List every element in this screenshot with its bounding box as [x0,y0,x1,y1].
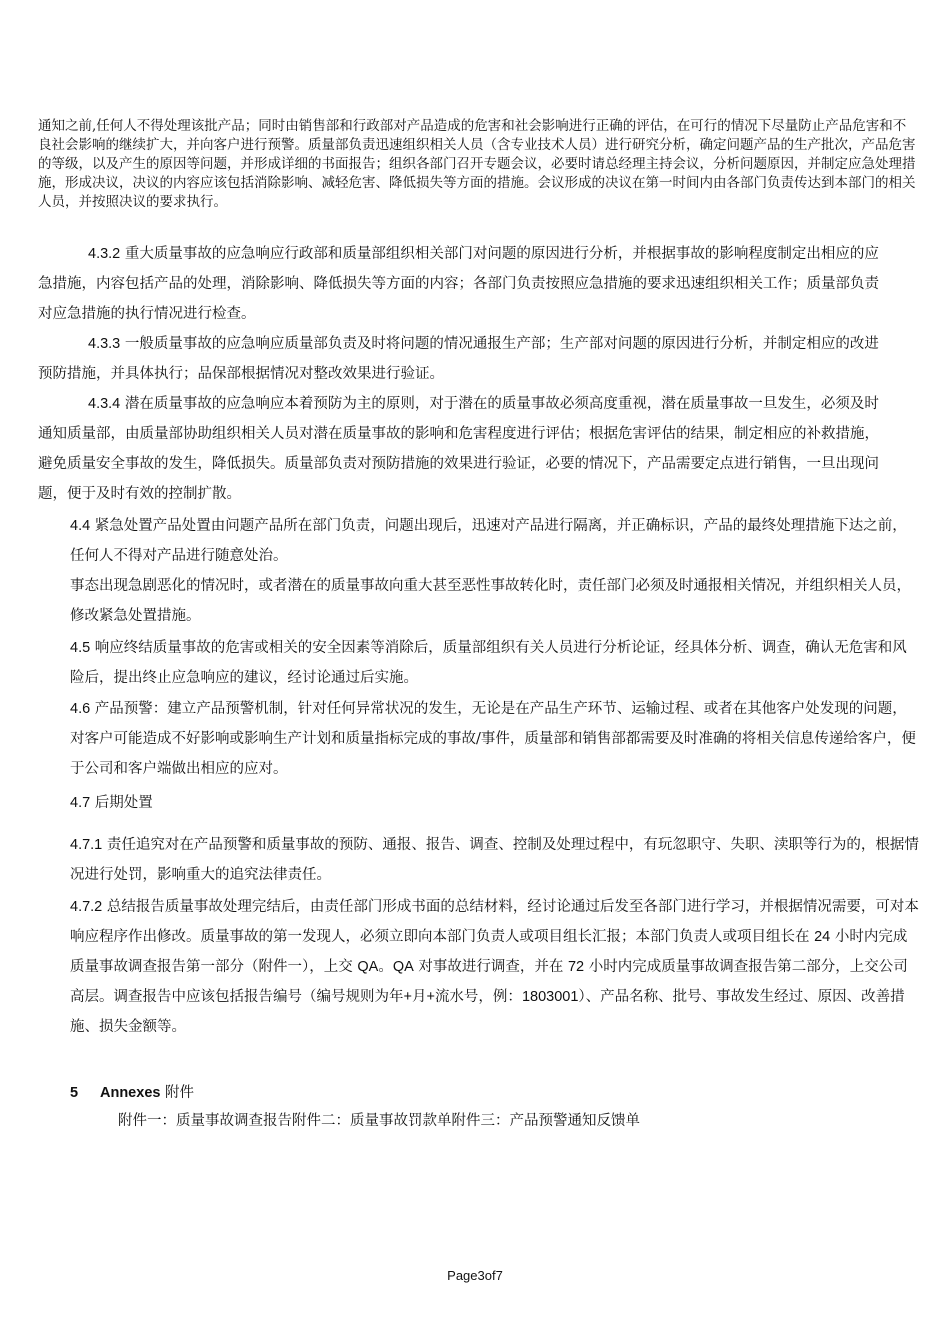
inline-number: 72 [567,959,585,975]
paragraph-text: 责任追究对在产品预警和质量事故的预防、通报、报告、调查、控制及处理过程中，有玩忽职守、失职、渎职等行为的，根据情况进行处罚，影响重大的追究法律责任。 [70,837,919,883]
paragraph-text: 一般质量事故的应急响应质量部负责及时将问题的情况通报生产部；生产部对问题的原因进行分析，并制定相应的改进预防措施，并具体执行；品保部根据情况对整改效果进行验证。 [38,336,879,382]
paragraph-text: 重大质量事故的应急响应行政部和质量部组织相关部门对问题的原因进行分析，并根据事故的影响程度制定出相应的应急措施，内容包括产品的处理，消除影响、降低损失等方面的内容；各部门负责按照应急措施的要求迅速组织相关工作；质量部负责对应急措施的执行情况进行检查。 [38,246,879,322]
paragraph-4-4 [70,511,920,571]
paragraph-text: 流水号，例： [434,989,522,1005]
section-number: 4.3.2 [88,246,121,262]
heading-4-7 [70,788,920,818]
section-title-en: Annexes [100,1085,161,1101]
section-5-heading [70,1081,194,1102]
section-number: 4.7.2 [70,899,103,915]
section-number: 4.5 [70,640,91,656]
paragraph-text: 。 [378,959,393,975]
section-number: 4.3.4 [88,396,121,412]
section-number: 5 [70,1085,79,1101]
paragraph-text: 响应终结质量事故的危害或相关的安全因素等消除后，质量部组织有关人员进行分析论证，经具体分析、调查，确认无危害和风险后，提出终止应急响应的建议，经讨论通过后实施。 [70,640,907,686]
heading-text: 后期处置 [90,795,153,811]
paragraph-text: 潜在质量事故的应急响应本着预防为主的原则，对于潜在的质量事故必须高度重视，潜在质量事故一旦发生，必须及时通知质量部，由质量部协助组织相关人员对潜在质量事故的影响和危害程度进行评估；根据危害评估的结果，制定相应的补救措施，避免质量安全事故的发生，降低损失。质量部负责对预防措施的效果进行验证，必要的情况下，产品需要定点进行销售，一旦出现问题，便于及时有效的控制扩散。 [38,396,879,502]
section-number: 4.4 [70,518,91,534]
inline-number: 1803001 [521,989,579,1005]
paragraph-text: 月 [411,989,427,1005]
paragraph-text: 小时内完成质量事故调查报告第一部分（附件一），上交 [70,929,908,975]
paragraph-4-5 [70,633,920,693]
inline-symbol: + [426,989,435,1005]
paragraph-4-3-3 [38,329,888,389]
paragraph-text: 小时内完成质量事故调查报告第二部分，上交公司高层。调查报告中应该包括报告编号（编号规则为年 [70,959,908,1005]
inline-term: QA [392,959,414,975]
inline-number: 24 [814,929,831,945]
inline-symbol: + [403,989,412,1005]
paragraph-text: 总结报告质量事故处理完结后，由责任部门形成书面的总结材料，经讨论通过后发至各部门进行学习，并根据情况需要，可对本响应程序作出修改。质量事故的第一发现人，必须立即向本部门负责人或项目组长汇报；本部门负责人或项目组长在 [70,899,919,945]
paragraph-4-7-1 [70,830,920,890]
annex-list: 附件一：质量事故调查报告附件二：质量事故罚款单附件三：产品预警通知反馈单 [118,1113,640,1129]
section-number: 4.7.1 [70,837,103,853]
paragraph-text: 紧急处置产品处置由问题产品所在部门负责，问题出现后，迅速对产品进行隔离，并正确标识，产品的最终处理措施下达之前，任何人不得对产品进行随意处治。 [70,518,907,564]
paragraph-text: 产品预警：建立产品预警机制，针对任何异常状况的发生，无论是在产品生产环节、运输过程、或者在其他客户处发现的问题，对客户可能造成不好影响或影响生产计划和质量指标完成的事故/事件，质量部和销售部都需要及时准确的将相关信息传递给客户，便于公司和客户端做出相应的应对。 [70,701,916,777]
paragraph-4-4-escalation: 事态出现急剧恶化的情况时，或者潜在的质量事故向重大甚至恶性事故转化时，责任部门必须及时通报相关情况，并组织相关人员，修改紧急处置措施。 [70,578,911,624]
page-number: Page3of7 [447,1268,503,1283]
paragraph-4-3-4 [38,389,888,509]
section-title-cn: 附件 [160,1085,195,1101]
paragraph-4-6 [70,694,920,784]
paragraph-intro: 通知之前,任何人不得处理该批产品；同时由销售部和行政部对产品造成的危害和社会影响进行正确的评估，在可行的情况下尽量防止产品危害和不良社会影响的继续扩大，并向客户进行预警。质量部负责迅速组织相关人员（含专业技术人员）进行研究分析，确定问题产品的生产批次，产品危害的等级，以及产生的原因等问题，并形成详细的书面报告；组织各部门召开专题会议，必要时请总经理主持会议，分析问题原因，并制定应急处理措施，形成决议，决议的内容应该包括消除影响、减轻危害、降低损失等方面的措施。会议形成的决议在第一时间内由各部门负责传达到本部门的相关人员，并按照决议的要求执行。 [38,118,916,210]
section-number: 4.6 [70,701,91,717]
section-number: 4.7 [70,795,91,811]
paragraph-text: ）、产品名称、批号、事故发生经过、原因、改善措施、损失金额等。 [70,989,905,1035]
paragraph-4-3-2 [38,239,888,329]
paragraph-text: 对事故进行调查，并在 [413,959,568,975]
inline-term: QA [357,959,379,975]
section-number: 4.3.3 [88,336,121,352]
paragraph-4-7-2 [70,892,920,1042]
